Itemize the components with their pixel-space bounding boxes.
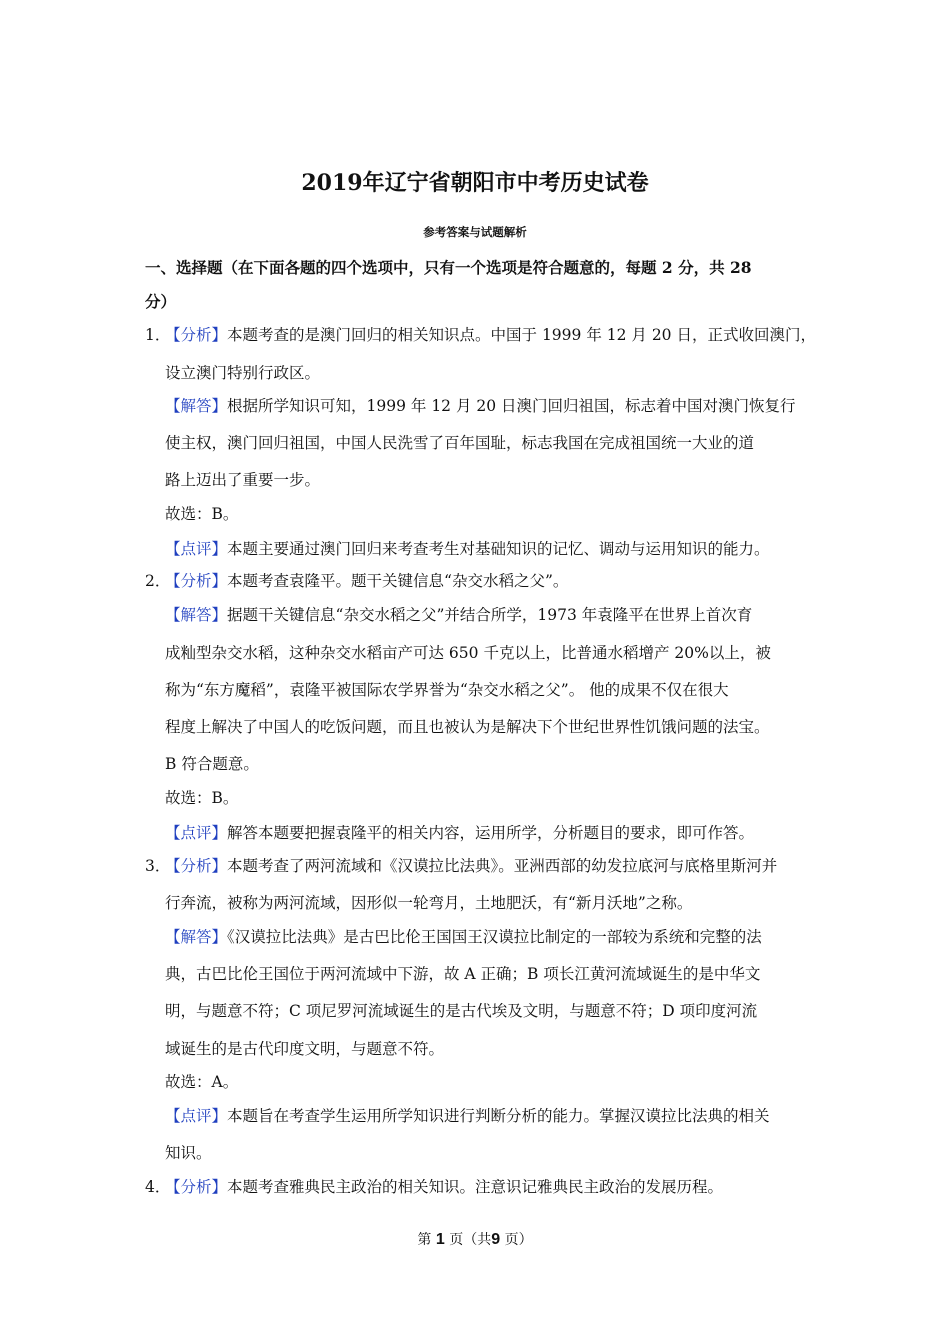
question-1-number: 1． bbox=[145, 326, 171, 344]
analysis-tag: 【分析】 bbox=[165, 326, 228, 344]
question-3-comment-text: 本题旨在考查学生运用所学知识进行判断分析的能力。掌握汉谟拉比法典的相关 bbox=[227, 1107, 770, 1125]
question-3-answer bbox=[165, 927, 762, 947]
question-3-number: 3． bbox=[145, 857, 171, 875]
comment-tag: 【点评】 bbox=[165, 540, 228, 558]
question-2-analysis bbox=[165, 571, 568, 591]
footer-suffix: 页） bbox=[504, 1232, 533, 1248]
question-1-analysis bbox=[165, 325, 816, 345]
question-3-answer-cont-3: 域诞生的是古代印度文明，与题意不符。 bbox=[165, 1040, 445, 1058]
footer-middle: 页（共 bbox=[449, 1232, 492, 1248]
question-1-analysis-text: 本题考查的是澳门回归的相关知识点。中国于 1999 年 12 月 20 日，正式收回澳门， bbox=[227, 326, 816, 344]
question-2-answer-cont-4: B 符合题意。 bbox=[165, 755, 259, 773]
question-3-answer-cont-2: 明，与题意不符；C 项尼罗河流域诞生的是古代埃及文明，与题意不符；D 项印度河流 bbox=[165, 1002, 758, 1020]
question-2-comment bbox=[165, 823, 754, 843]
analysis-tag: 【分析】 bbox=[165, 572, 228, 590]
question-3-comment bbox=[165, 1106, 770, 1126]
question-2-answer-cont-2: 称为“东方魔稻”，袁隆平被国际农学界誉为“杂交水稻之父”。 他的成果不仅在很大 bbox=[165, 681, 729, 699]
question-4-analysis bbox=[165, 1177, 723, 1197]
page-subtitle: 参考答案与试题解析 bbox=[423, 225, 527, 239]
question-4-number: 4． bbox=[145, 1178, 171, 1196]
question-3-comment-cont: 知识。 bbox=[165, 1144, 212, 1162]
answer-tag: 【解答】 bbox=[165, 928, 228, 946]
question-1-answer bbox=[165, 396, 796, 416]
question-1-answer-cont-2: 路上迈出了重要一步。 bbox=[165, 471, 321, 489]
comment-tag: 【点评】 bbox=[165, 1107, 228, 1125]
question-2-number: 2． bbox=[145, 572, 171, 590]
question-1-choice: 故选：B。 bbox=[165, 505, 239, 523]
section-heading-line-1: 一、选择题（在下面各题的四个选项中，只有一个选项是符合题意的，每题 2 分，共 28 bbox=[145, 258, 752, 277]
question-3-choice: 故选：A。 bbox=[165, 1073, 239, 1091]
answer-tag: 【解答】 bbox=[165, 606, 228, 624]
answer-tag: 【解答】 bbox=[165, 397, 228, 415]
question-1-answer-text: 根据所学知识可知，1999 年 12 月 20 日澳门回归祖国，标志着中国对澳门恢复行 bbox=[227, 397, 796, 415]
question-3-answer-cont-1: 典，古巴比伦王国位于两河流域中下游，故 A 正确；B 项长江黄河流域诞生的是中华文 bbox=[165, 965, 761, 983]
question-2-choice: 故选：B。 bbox=[165, 789, 239, 807]
footer-prefix: 第 bbox=[417, 1232, 432, 1248]
question-1-analysis-cont: 设立澳门特别行政区。 bbox=[165, 364, 321, 382]
question-2-answer-text: 据题干关键信息“杂交水稻之父”并结合所学，1973 年袁隆平在世界上首次育 bbox=[227, 606, 753, 624]
footer-total-pages: 9 bbox=[491, 1231, 501, 1248]
question-3-analysis-text: 本题考查了两河流域和《汉谟拉比法典》。亚洲西部的幼发拉底河与底格里斯河并 bbox=[227, 857, 778, 875]
analysis-tag: 【分析】 bbox=[165, 857, 228, 875]
comment-tag: 【点评】 bbox=[165, 824, 228, 842]
question-1-comment-text: 本题主要通过澳门回归来考查考生对基础知识的记忆、调动与运用知识的能力。 bbox=[227, 540, 770, 558]
analysis-tag: 【分析】 bbox=[165, 1178, 228, 1196]
question-1-answer-cont-1: 使主权，澳门回归祖国，中国人民洗雪了百年国耻，标志我国在完成祖国统一大业的道 bbox=[165, 434, 755, 452]
question-2-answer bbox=[165, 605, 752, 625]
question-3-analysis bbox=[165, 856, 777, 876]
question-3-analysis-cont: 行奔流，被称为两河流域，因形似一轮弯月，土地肥沃，有“新月沃地”之称。 bbox=[165, 894, 693, 912]
page-footer bbox=[0, 1230, 950, 1250]
question-2-answer-cont-3: 程度上解决了中国人的吃饭问题，而且也被认为是解决下个世纪世界性饥饿问题的法宝。 bbox=[165, 718, 770, 736]
question-3-answer-text: 《汉谟拉比法典》是古巴比伦王国国王汉谟拉比制定的一部较为系统和完整的法 bbox=[227, 928, 762, 946]
page-title: 2019年辽宁省朝阳市中考历史试卷 bbox=[301, 170, 649, 196]
section-heading-line-2: 分） bbox=[145, 292, 177, 311]
question-2-comment-text: 解答本题要把握袁隆平的相关内容，运用所学，分析题目的要求，即可作答。 bbox=[227, 824, 755, 842]
question-2-answer-cont-1: 成籼型杂交水稻，这种杂交水稻亩产可达 650 千克以上，比普通水稻增产 20%以上，被 bbox=[165, 644, 771, 662]
question-2-analysis-text: 本题考查袁隆平。题干关键信息“杂交水稻之父”。 bbox=[227, 572, 569, 590]
question-4-analysis-text: 本题考查雅典民主政治的相关知识。注意识记雅典民主政治的发展历程。 bbox=[227, 1178, 724, 1196]
footer-page-number: 1 bbox=[435, 1231, 445, 1248]
question-1-comment bbox=[165, 539, 770, 559]
